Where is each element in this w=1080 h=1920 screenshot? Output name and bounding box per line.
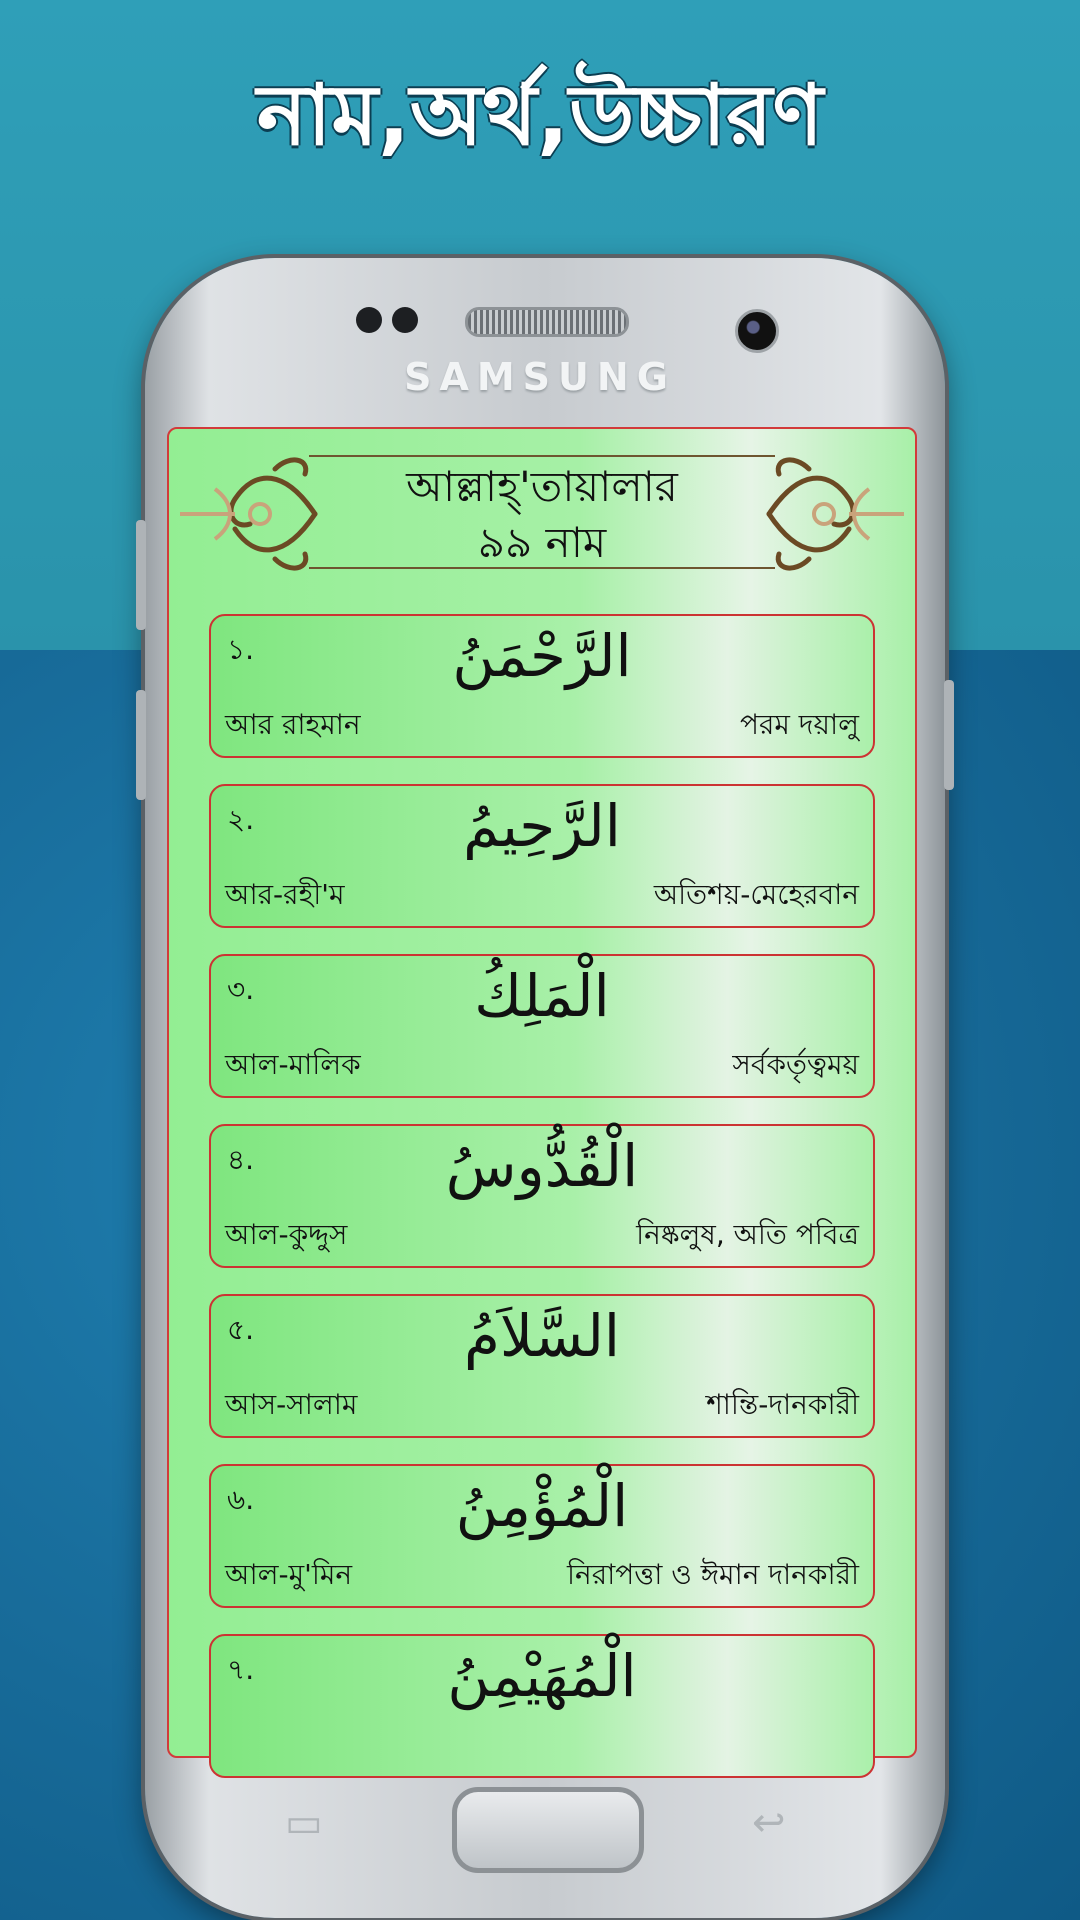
phone-side-button bbox=[944, 680, 954, 790]
ornament-left-icon bbox=[175, 449, 325, 579]
name-number: ২. bbox=[227, 803, 255, 836]
name-meaning: নিষ্কলুষ, অতি পবিত্র bbox=[636, 1218, 859, 1251]
name-transliteration: আল-মালিক bbox=[225, 1048, 361, 1081]
name-number: ৪. bbox=[227, 1143, 255, 1176]
name-meaning: পরম দয়ালু bbox=[739, 708, 859, 741]
promo-headline: নাম,অর্থ,উচ্চারণ bbox=[256, 66, 824, 164]
name-card[interactable] bbox=[209, 1294, 875, 1438]
name-transliteration: আর-রহী'ম bbox=[225, 878, 345, 911]
name-card[interactable] bbox=[209, 784, 875, 928]
name-number: ৩. bbox=[227, 973, 255, 1006]
app-screen bbox=[167, 427, 917, 1758]
sensor-dot bbox=[356, 307, 382, 333]
name-meaning: অতিশয়-মেহেরবান bbox=[653, 878, 859, 911]
names-list[interactable] bbox=[209, 614, 875, 1710]
app-title-line2: ৯৯ নাম bbox=[477, 518, 607, 567]
name-number: ৫. bbox=[227, 1313, 255, 1346]
name-card[interactable] bbox=[209, 1464, 875, 1608]
name-card[interactable] bbox=[209, 1634, 875, 1778]
device-brand: SAMSUNG bbox=[404, 355, 676, 399]
name-meaning: নিরাপত্তা ও ঈমান দানকারী bbox=[566, 1558, 859, 1591]
name-meaning: শান্তি-দানকারী bbox=[706, 1388, 859, 1421]
sensor-dot bbox=[392, 307, 418, 333]
ornament-right-icon bbox=[759, 449, 909, 579]
name-number: ৭. bbox=[227, 1653, 255, 1686]
name-arabic: السَّلاَمُ bbox=[463, 1302, 621, 1370]
name-number: ১. bbox=[227, 633, 255, 666]
name-arabic: الْقُدُّوسُ bbox=[445, 1132, 639, 1200]
recent-apps-icon[interactable]: ▭ bbox=[285, 1800, 323, 1846]
name-transliteration: আল-মু'মিন bbox=[225, 1558, 353, 1591]
name-card[interactable] bbox=[209, 954, 875, 1098]
name-transliteration: আল-কুদ্দুস bbox=[225, 1218, 348, 1251]
home-button[interactable] bbox=[452, 1787, 644, 1873]
name-card[interactable] bbox=[209, 614, 875, 758]
name-arabic: الرَّحْمَنُ bbox=[452, 622, 632, 690]
name-meaning: সর্বকর্তৃত্বময় bbox=[732, 1048, 859, 1081]
app-title-line1: আল্লাহ্'তায়ালার bbox=[406, 462, 678, 511]
name-arabic: الرَّحِيمُ bbox=[463, 792, 621, 860]
app-title bbox=[319, 459, 765, 571]
phone-side-button bbox=[136, 520, 146, 630]
name-transliteration: আস-সালাম bbox=[225, 1388, 358, 1421]
name-number: ৬. bbox=[227, 1483, 255, 1516]
phone-side-button bbox=[136, 690, 146, 800]
name-card[interactable] bbox=[209, 1124, 875, 1268]
front-camera bbox=[735, 309, 779, 353]
name-arabic: الْمُؤْمِنُ bbox=[455, 1472, 629, 1540]
back-icon[interactable]: ↩ bbox=[752, 1800, 786, 1846]
name-transliteration: আর রাহমান bbox=[225, 708, 361, 741]
header-rule-top bbox=[309, 455, 775, 457]
name-arabic: الْمَلِكُ bbox=[474, 962, 610, 1030]
earpiece-speaker bbox=[465, 307, 629, 337]
name-arabic: الْمُهَيْمِنُ bbox=[447, 1642, 637, 1710]
